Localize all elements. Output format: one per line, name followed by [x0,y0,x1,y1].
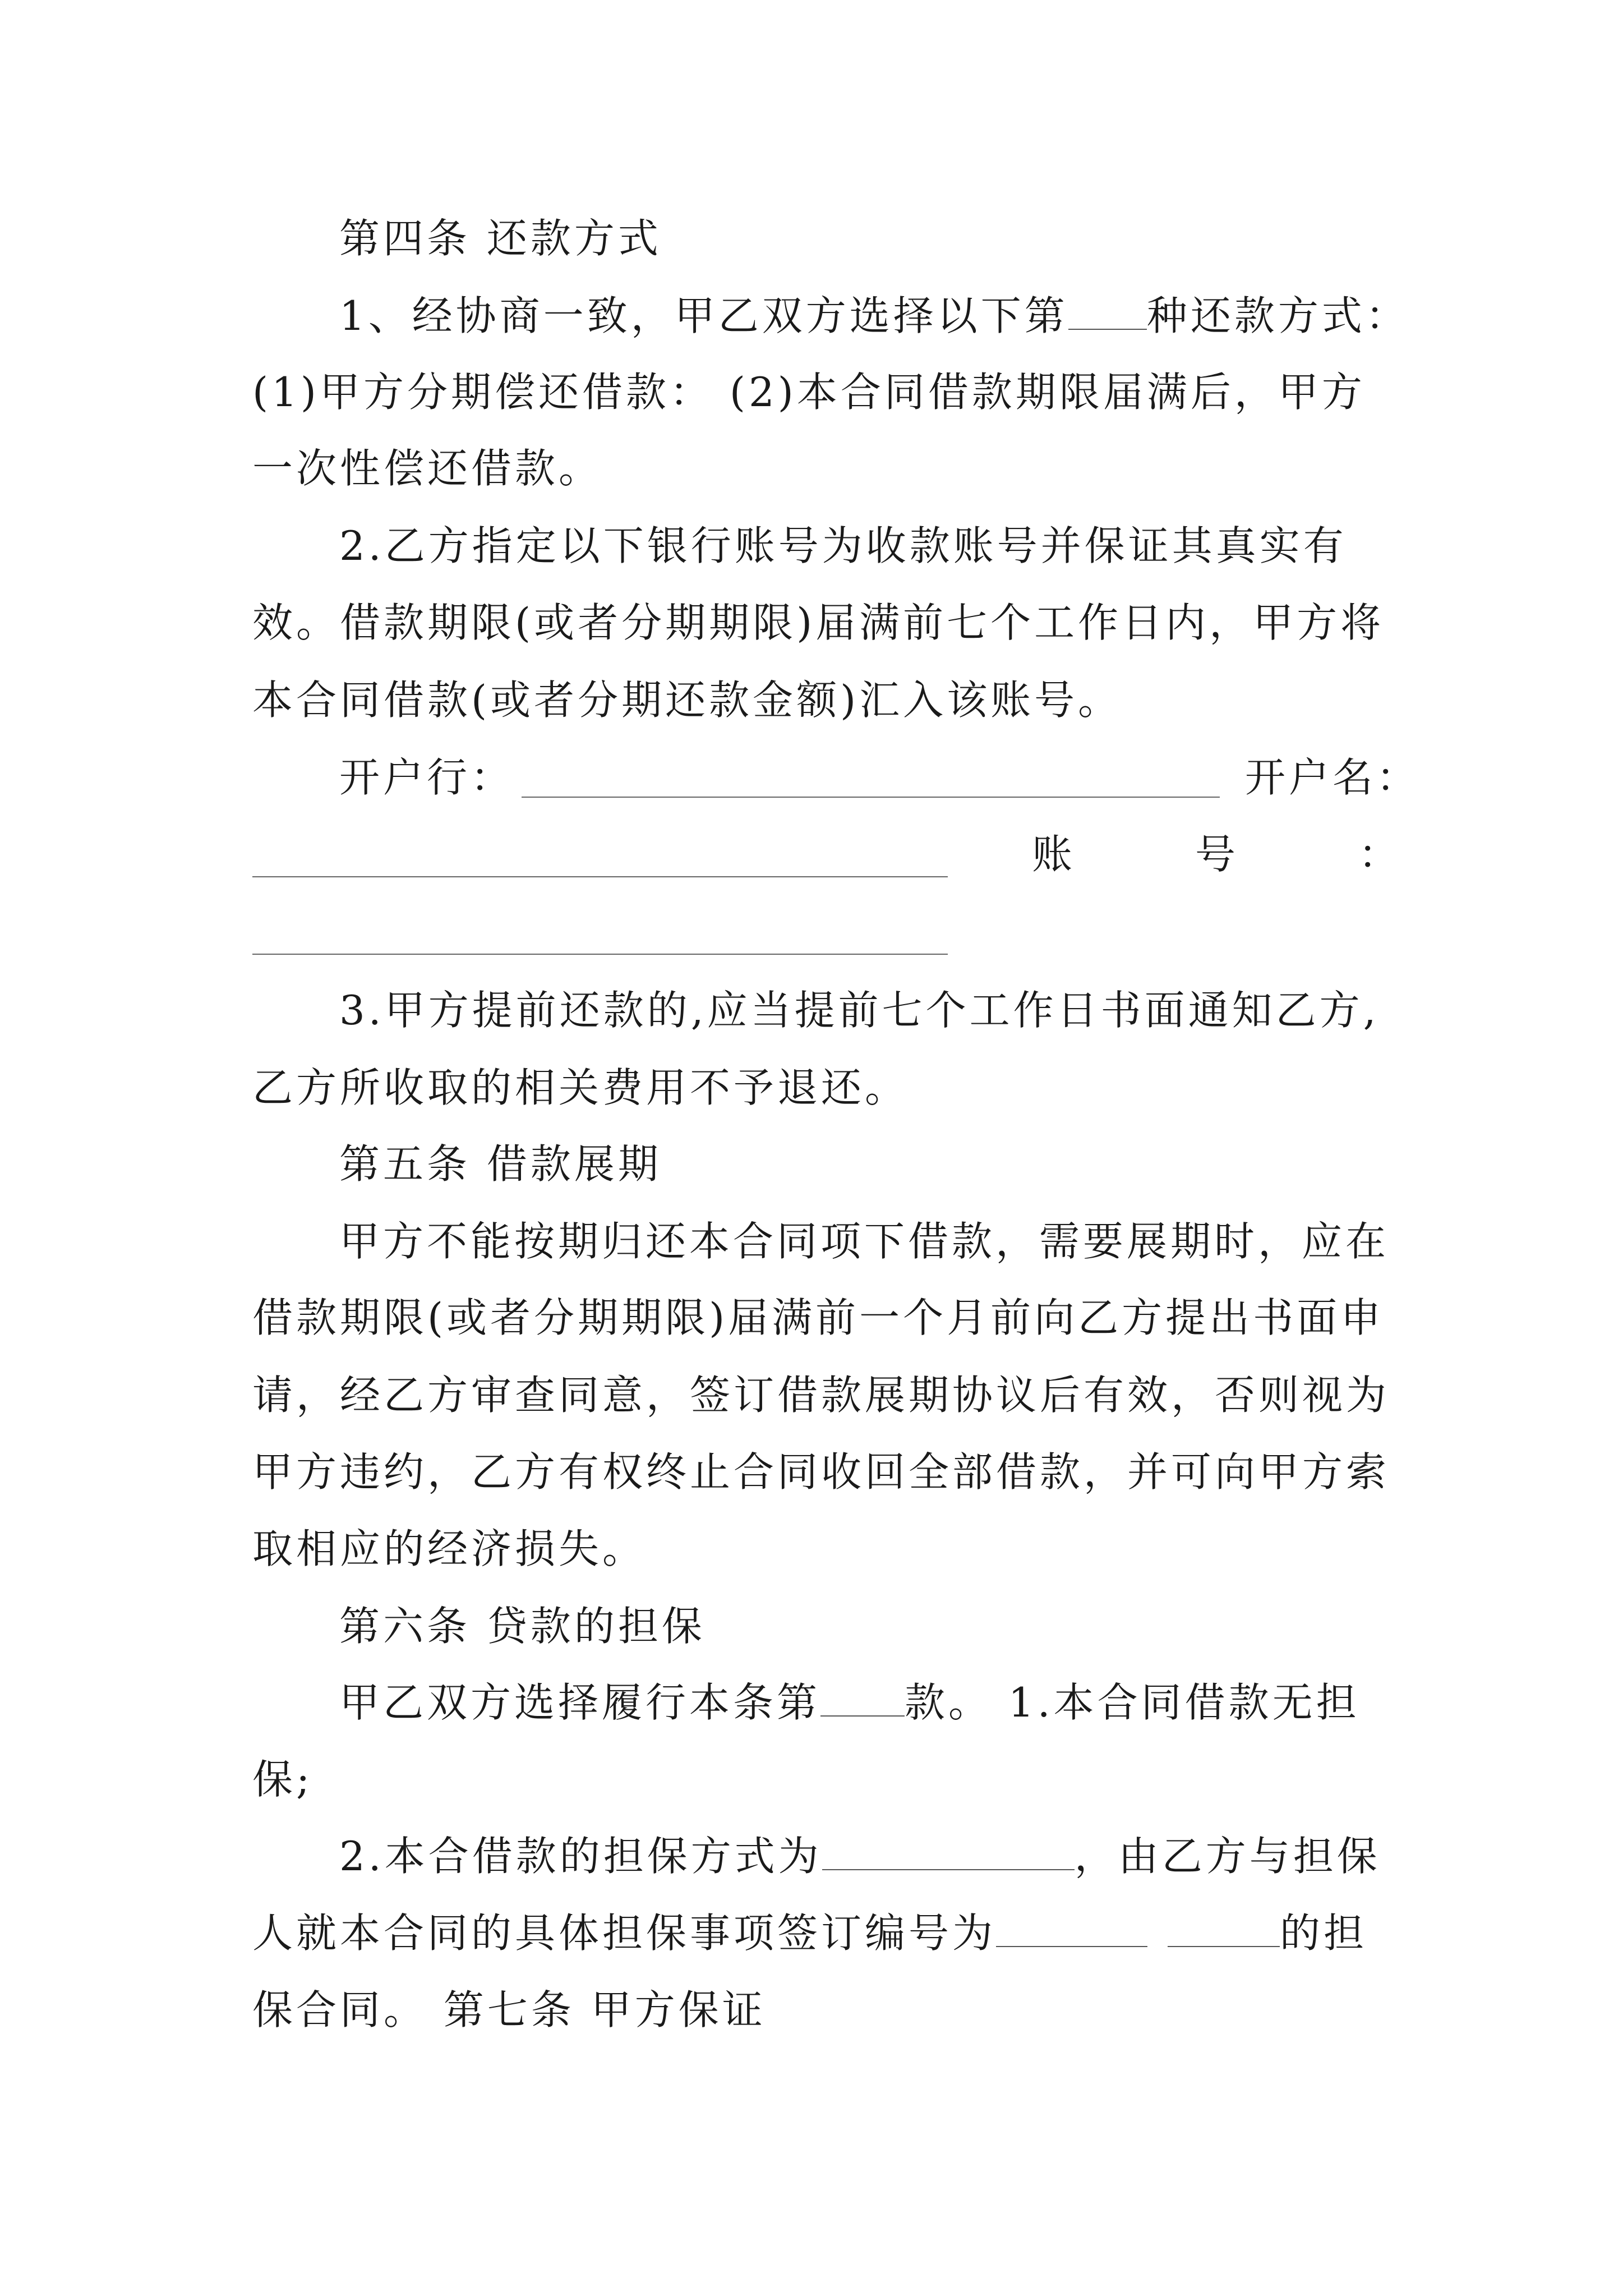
bank-name-blank[interactable] [522,797,1220,798]
bank-info-line-1 [339,747,1402,808]
account-no-char-1: 账 [1032,831,1076,878]
account-no-colon: ： [1358,831,1402,878]
article-6-heading: 第六条 贷款的担保 [339,1603,706,1650]
article-5-heading: 第五条 借款展期 [339,1140,662,1188]
clause-text: 2.本合借款的担保方式为 [339,1833,822,1880]
clause-text: 种还款方式： [1146,292,1409,339]
article-4-clause-1-line-2: (1)甲方分期偿还借款： (2)本合同借款期限届满后，甲方 [252,369,1366,416]
contract-number-blank-b[interactable] [1168,1911,1280,1947]
clause-text: 甲乙双方选择履行本条第 [339,1679,821,1726]
clause-text: 1、经协商一致，甲乙双方选择以下第 [339,292,1068,339]
article-6-clause-2-line-2 [252,1902,1402,1964]
clause-text: ，由乙方与担保 [1074,1833,1381,1880]
article-5-line-5: 取相应的经济损失。 [252,1525,647,1572]
article-4-clause-2-line-2: 效。借款期限(或者分期期限)届满前七个工作日内，甲方将 [252,599,1385,646]
article-6-line-2: 保; [252,1756,313,1803]
clause-text: 款。 1.本合同借款无担 [905,1679,1360,1726]
article-5-line-2: 借款期限(或者分期期限)届满前一个月前向乙方提出书面申 [252,1294,1385,1341]
article-4-clause-3-line-1: 3.甲方提前还款的,应当提前七个工作日书面通知乙方, [339,987,1380,1034]
article-5-line-3: 请，经乙方审查同意，签订借款展期协议后有效，否则视为 [252,1372,1390,1419]
account-number-blank[interactable] [252,954,948,955]
guarantee-method-blank[interactable] [822,1834,1075,1870]
account-no-label-spread [1032,823,1402,885]
clause-text: 人就本合同的具体担保事项签订编号为 [252,1910,997,1957]
guarantee-choice-blank[interactable] [820,1681,905,1717]
article-6-clause-2-line-1 [339,1825,1402,1887]
article-4-clause-3-line-2: 乙方所收取的相关费用不予退还。 [252,1064,909,1111]
article-4-clause-1-line-3: 一次性偿还借款。 [252,445,603,492]
account-name-blank[interactable] [252,876,948,877]
article-5-line-1: 甲方不能按期归还本合同项下借款，需要展期时，应在 [339,1218,1390,1265]
account-no-char-2: 号 [1195,831,1239,878]
account-no-label [1032,823,1402,885]
article-4-clause-1-line-1 [339,285,1409,347]
article-4-clause-2-line-3: 本合同借款(或者分期还款金额)汇入该账号。 [252,677,1122,724]
article-6-clause-2-line-3: 保合同。 第七条 甲方保证 [252,1986,766,2033]
bank-label: 开户行： [339,754,515,801]
article-5-line-4: 甲方违约，乙方有权终止合同收回全部借款，并可向甲方索 [252,1448,1390,1496]
article-4-heading: 第四条 还款方式 [339,215,662,262]
contract-number-blank-a[interactable] [996,1911,1147,1947]
account-name-label: 开户名： [1245,754,1421,801]
clause-text: 的担 [1280,1910,1368,1957]
repayment-choice-blank[interactable] [1068,294,1147,330]
article-6-line-1 [339,1672,1402,1733]
article-4-clause-2-line-1: 2.乙方指定以下银行账号为收款账号并保证其真实有 [339,522,1347,569]
